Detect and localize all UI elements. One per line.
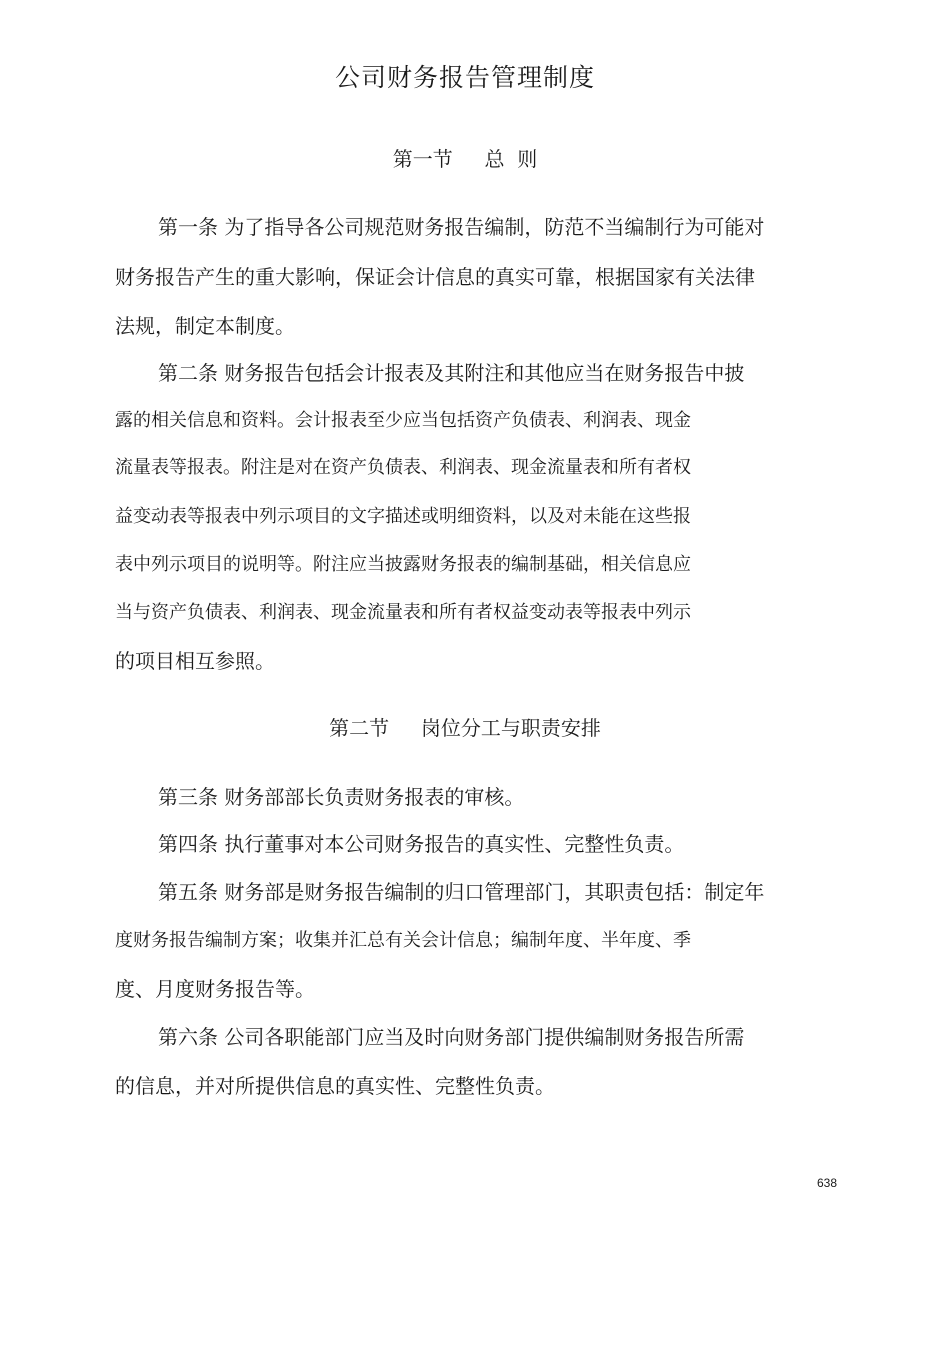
section-heading-duties: 第二节 岗位分工与职责安排 — [329, 716, 601, 740]
article-2-line-5: 表中列示项目的说明等。附注应当披露财务报表的编制基础，相关信息应 — [115, 554, 691, 575]
article-2-line-7: 的项目相互参照。 — [115, 649, 275, 673]
article-2-line-6: 当与资产负债表、利润表、现金流量表和所有者权益变动表等报表中列示 — [115, 602, 691, 623]
article-4-line-1: 第四条 执行董事对本公司财务报告的真实性、完整性负责。 — [158, 832, 685, 856]
section-heading-general: 第一节 总 则 — [392, 147, 538, 171]
article-5-line-1: 第五条 财务部是财务报告编制的归口管理部门，其职责包括：制定年 — [158, 880, 765, 904]
article-5-line-3: 度、月度财务报告等。 — [115, 977, 315, 1001]
article-3-line-1: 第三条 财务部部长负责财务报表的审核。 — [158, 785, 525, 809]
article-2-line-1: 第二条 财务报告包括会计报表及其附注和其他应当在财务报告中披 — [158, 361, 745, 385]
article-2-line-4: 益变动表等报表中列示项目的文字描述或明细资料，以及对未能在这些报 — [115, 506, 691, 527]
article-1-line-3: 法规，制定本制度。 — [115, 314, 295, 338]
article-1-line-1: 第一条 为了指导各公司规范财务报告编制，防范不当编制行为可能对 — [158, 215, 765, 239]
page-number: 638 — [817, 1176, 838, 1190]
article-6-line-1: 第六条 公司各职能部门应当及时向财务部门提供编制财务报告所需 — [158, 1025, 745, 1049]
document-title: 公司财务报告管理制度 — [334, 63, 595, 92]
article-2-line-3: 流量表等报表。附注是对在资产负债表、利润表、现金流量表和所有者权 — [115, 457, 691, 478]
article-1-line-2: 财务报告产生的重大影响，保证会计信息的真实可靠，根据国家有关法律 — [115, 265, 755, 289]
article-6-line-2: 的信息，并对所提供信息的真实性、完整性负责。 — [115, 1074, 555, 1098]
article-5-line-2: 度财务报告编制方案；收集并汇总有关会计信息；编制年度、半年度、季 — [115, 930, 691, 951]
article-2-line-2: 露的相关信息和资料。会计报表至少应当包括资产负债表、利润表、现金 — [115, 410, 691, 431]
